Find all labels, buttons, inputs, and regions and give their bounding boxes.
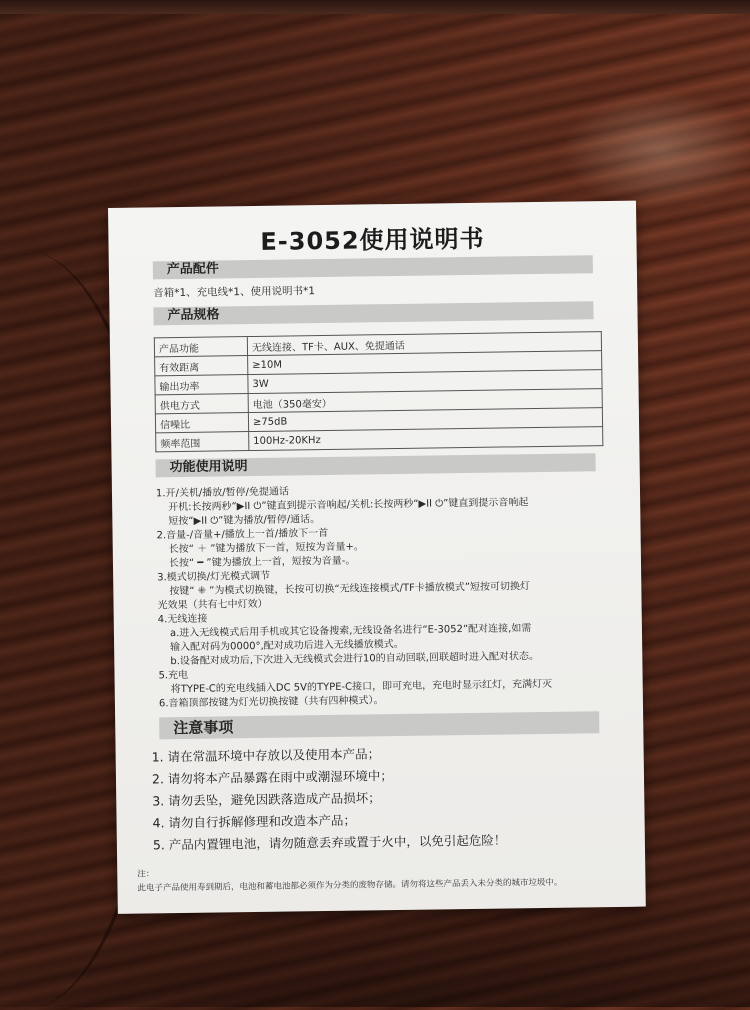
footer-text: 此电子产品使用寿到期后，电池和蓄电池都必须作为分类的废物存储。请勿将这些产品丢入未分类的城市垃圾中。 (137, 877, 563, 894)
footer-label: 注： (137, 869, 155, 880)
specs-table (154, 331, 604, 452)
caution-item: 2. 请勿将本产品暴露在雨中或潮湿环境中； (151, 768, 393, 787)
function-line: 光效果（共有七中灯效） (157, 598, 268, 612)
function-line: 3.模式切换/灯光模式调节 (157, 570, 271, 584)
table-edge (0, 0, 750, 14)
spec-key: 供电方式 (155, 394, 248, 414)
function-line: 长按“ ＋ ”键为播放下一首，短按为音量+。 (168, 541, 364, 556)
caution-item: 3. 请勿丢坠，避免因跌落造成产品损坏； (152, 790, 381, 809)
function-line: b.设备配对成功后,下次进入无线模式会进行10的自动回联,回联超时进入配对状态。 (170, 651, 539, 668)
spec-key: 产品功能 (154, 337, 247, 357)
spec-value: 100Hz-20KHz (249, 427, 603, 451)
function-line: 2.音量-/音量+/播放上一首/播放下一首 (156, 527, 329, 542)
spec-key: 信噪比 (155, 413, 248, 433)
spec-key: 有效距离 (155, 356, 248, 376)
accessories-text: 音箱*1、充电线*1、使用说明书*1 (153, 285, 316, 300)
spec-value: 电池（350毫安） (248, 389, 602, 413)
spec-key: 频率范围 (156, 432, 249, 452)
function-line: 5.充电 (158, 669, 189, 682)
function-line: 短按“▶II ⏻”键为播放/暂停/通话。 (168, 514, 321, 528)
function-line: 按键“ ⁜ ”为模式切换键，长按可切换“无线连接模式/TF卡播放模式”短按可切换灯 (169, 581, 531, 598)
function-line: 输入配对码为0000°,配对成功后进入无线播放模式。 (170, 638, 404, 654)
function-line: 开机:长按两秒“▶II ⏻”键直到提示音响起/关机:长按两秒“▶II ⏻”键直到提示音响起 (168, 497, 529, 514)
instruction-sheet (108, 201, 646, 914)
function-line: 将TYPE-C的充电线插入DC 5V的TYPE-C接口，即可充电，充电时显示红灯，充满灯灭 (170, 678, 553, 696)
specs-heading: 产品规格 (153, 301, 593, 325)
functions-heading: 功能使用说明 (156, 453, 596, 477)
function-line: 1.开/关机/播放/暂停/免提通话 (155, 486, 290, 500)
spec-value: 无线连接、TF卡、AUX、免提通话 (247, 332, 601, 356)
function-line: 长按“ ━ ”键为播放上一首，短按为音量-。 (168, 555, 356, 570)
spec-key: 输出功率 (155, 375, 248, 395)
spec-value: 3W (248, 370, 602, 394)
function-line: 6.音箱顶部按键为灯光切换按键（共有四种模式）。 (158, 695, 384, 710)
manual-title: E-3052使用说明书 (260, 224, 485, 256)
function-line: a.进入无线模式后用手机或其它设备搜索,无线设备名进行“E-3052”配对连接,如需 (169, 623, 532, 640)
light-glare (560, 90, 750, 210)
caution-item: 5. 产品内置锂电池，请勿随意丢弃或置于火中，以免引起危险！ (152, 832, 507, 853)
cautions-heading: 注意事项 (159, 711, 599, 739)
caution-item: 4. 请勿自行拆解修理和改造本产品； (152, 812, 357, 831)
accessories-heading: 产品配件 (153, 255, 593, 279)
spec-value: ≥75dB (248, 408, 602, 432)
spec-value: ≥10M (248, 351, 602, 375)
caution-item: 1. 请在常温环境中存放以及使用本产品； (151, 746, 381, 765)
function-line: 4.无线连接 (157, 613, 208, 626)
